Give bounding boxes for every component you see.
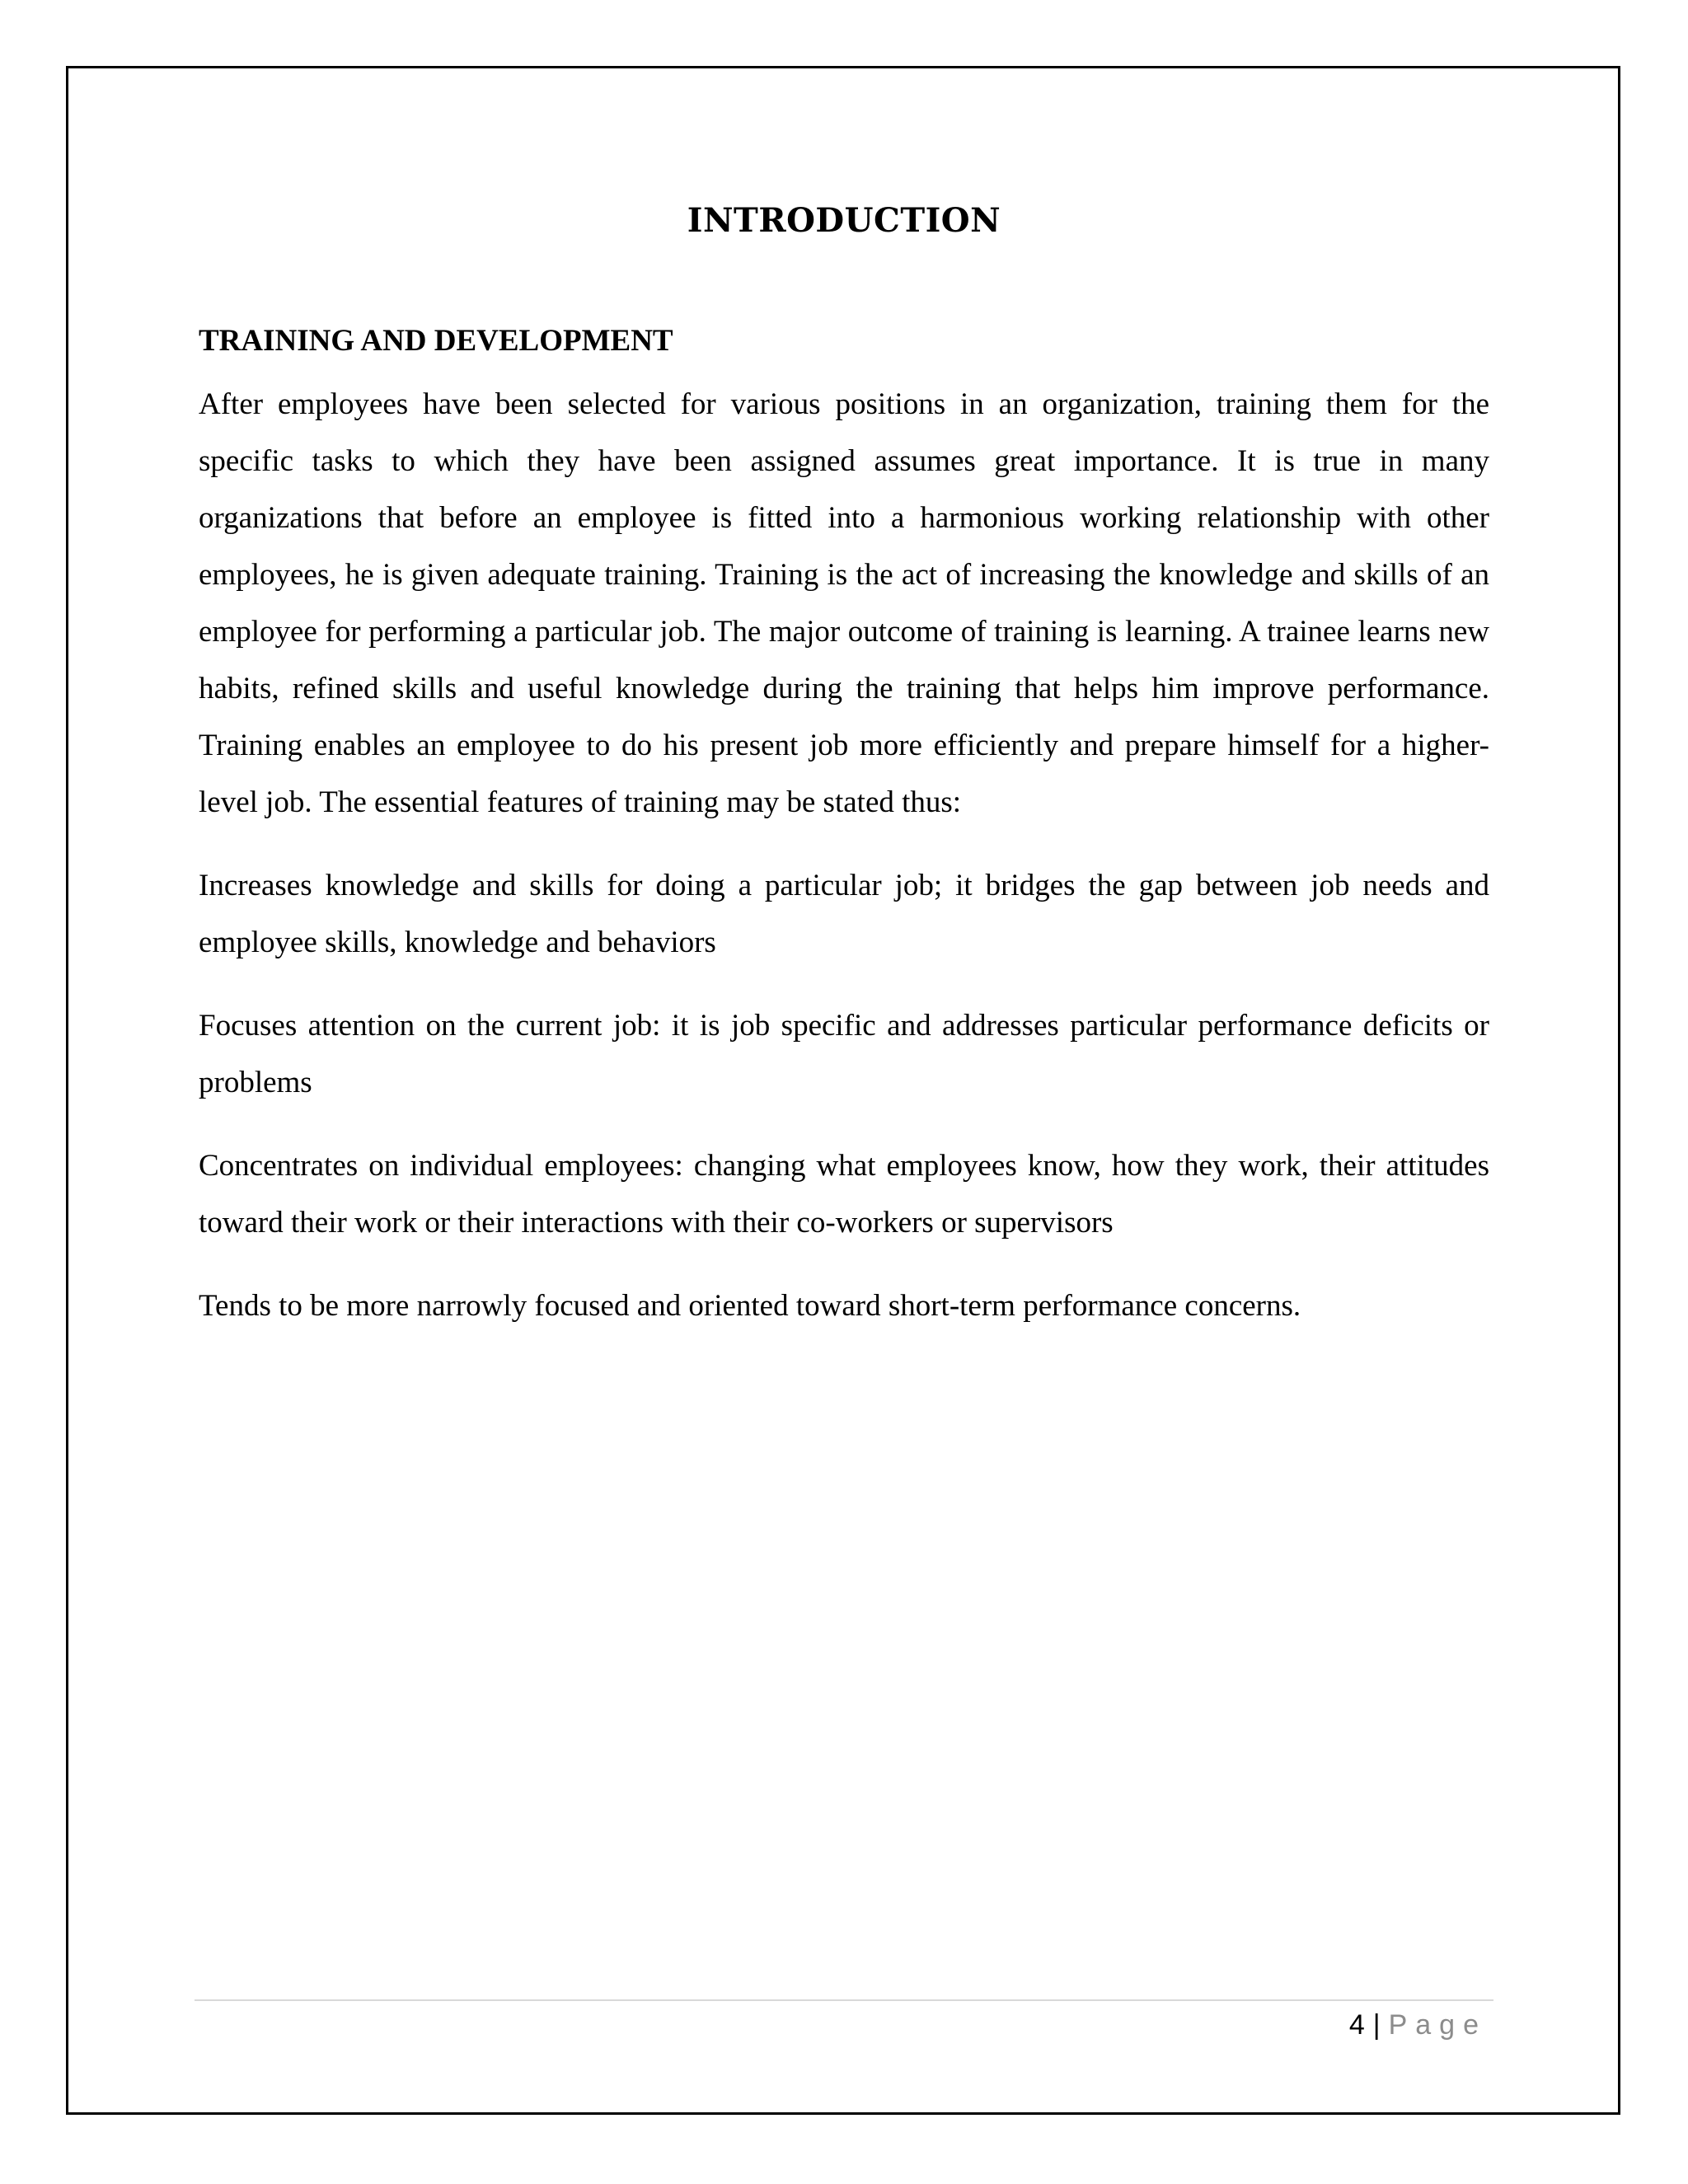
paragraph-feature-current-job: Focuses attention on the current job: it is job specific and addresses particular performance deficits or problems	[199, 1009, 1489, 1099]
page-title: INTRODUCTION	[687, 201, 1001, 240]
paragraph-feature-individual: Concentrates on individual employees: changing what employees know, how they work, their attitudes toward their work or their interactions with their co-workers or supervisors	[199, 1149, 1489, 1240]
paragraph-intro: After employees have been selected for various positions in an organization, training them for the specific tasks to which they have been assigned assumes great importance. It is true in many organizations that before an employee is fitted into a harmonious working relationship with other employees, he is given adequate training. Training is the act of increasing the knowledge and skills of an employee for performing a particular job. The major outcome of training is learning. A trainee learns new habits, refined skills and useful knowledge during the training that helps him improve performance. Training enables an employee to do his present job more efficiently and prepare himself for a higher-level job. The essential features of training may be stated thus:	[199, 387, 1489, 819]
footer-divider	[195, 1999, 1493, 2001]
section-heading: TRAINING AND DEVELOPMENT	[199, 324, 673, 358]
page-label: Page	[1388, 2009, 1487, 2041]
page-number: 4	[1348, 2009, 1365, 2041]
page-separator: |	[1372, 2009, 1381, 2041]
page-footer	[1349, 2004, 1487, 2046]
paragraph-feature-short-term: Tends to be more narrowly focused and oriented toward short-term performance concerns.	[199, 1289, 1301, 1323]
document-body	[199, 316, 1489, 1334]
paragraph-feature-knowledge: Increases knowledge and skills for doing a particular job; it bridges the gap between job needs and employee skills, knowledge and behaviors	[199, 869, 1489, 959]
